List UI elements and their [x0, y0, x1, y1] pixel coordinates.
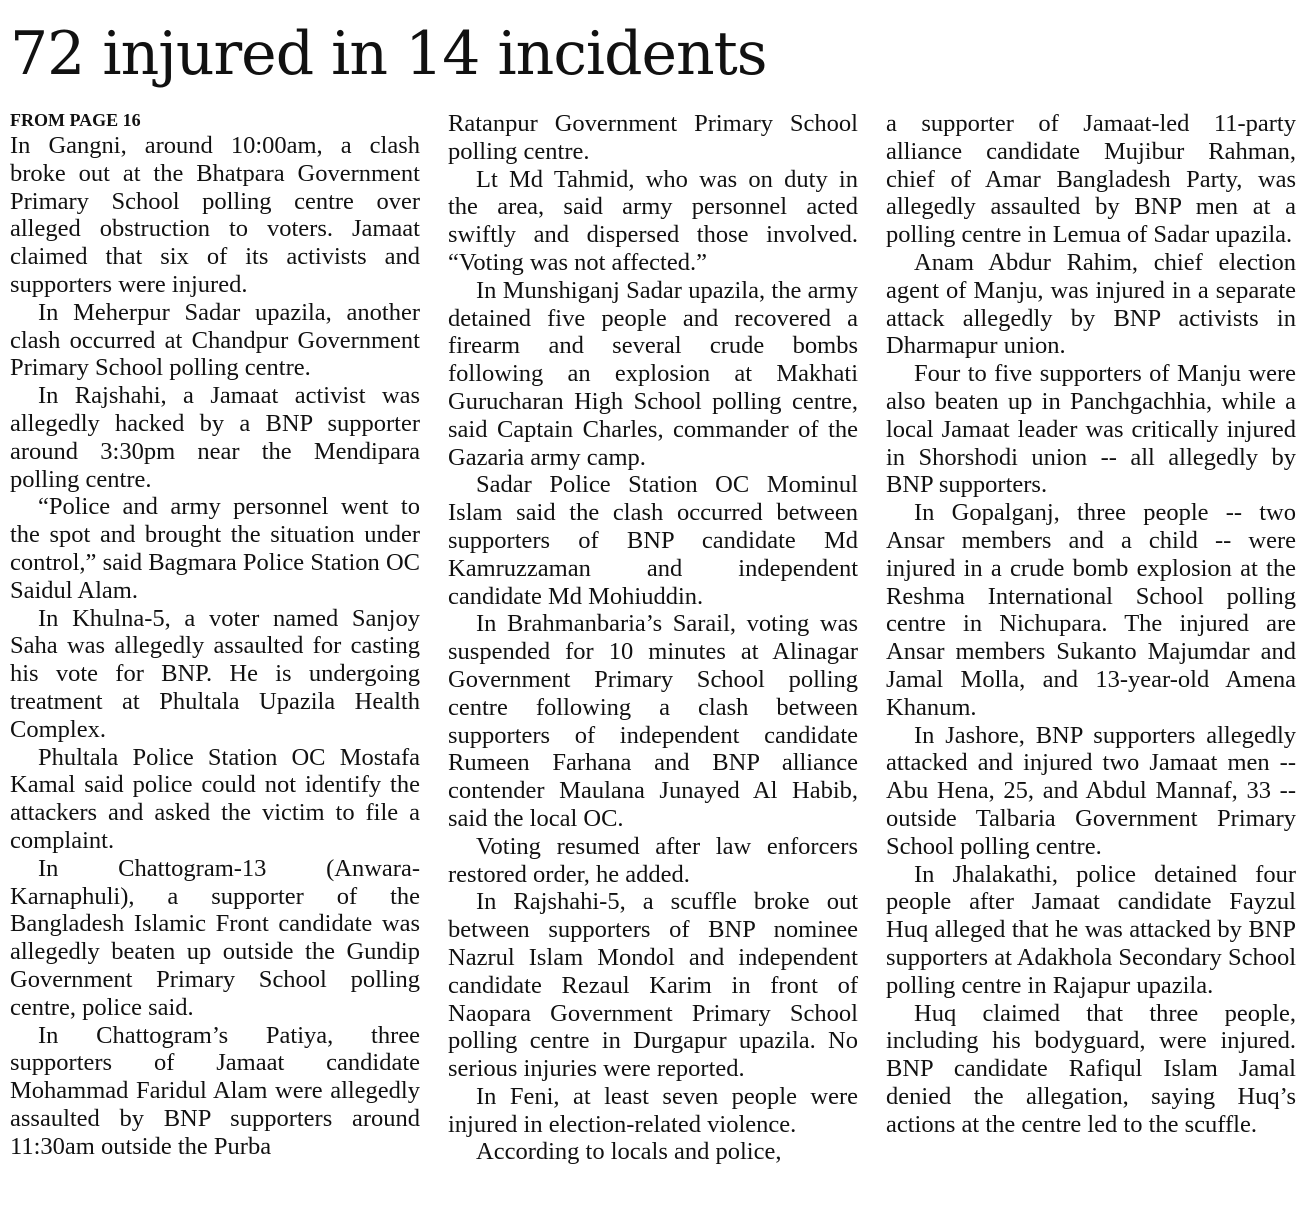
paragraph: Voting resumed after law enforcers restored order, he added. [448, 832, 858, 888]
paragraph: In Gopalganj, three people -- two Ansar members and a child -- were injured in a crude bomb explosion at the Reshma International School polling centre in Nichupara. The injured are Ansar members Sukanto Majumdar and Jamal Molla, and 13-year-old Amena Khanum. [886, 499, 1296, 721]
article-column-1 [10, 110, 420, 1160]
paragraph: Ratanpur Government Primary School polling centre. [448, 110, 858, 165]
paragraph: a supporter of Jamaat-led 11-party alliance candidate Mujibur Rahman, chief of Amar Bangladesh Party, was allegedly assaulted by BNP men at a polling centre in Lemua of Sadar upazila. [886, 110, 1296, 249]
paragraph: In Meherpur Sadar upazila, another clash occurred at Chandpur Government Primary School polling centre. [10, 298, 420, 382]
paragraph: In Munshiganj Sadar upazila, the army detained five people and recovered a firearm and several crude bombs following an explosion at Makhati Gurucharan High School polling centre, said Captain Charles, commander of the Gazaria army camp. [448, 276, 858, 471]
paragraph: In Rajshahi, a Jamaat activist was allegedly hacked by a BNP supporter around 3:30pm near the Mendipara polling centre. [10, 382, 420, 493]
paragraph: Four to five supporters of Manju were also beaten up in Panchgachhia, while a local Jamaat leader was critically injured in Shorshodi union -- all allegedly by BNP supporters. [886, 360, 1296, 499]
paragraph: Sadar Police Station OC Mominul Islam said the clash occurred between supporters of BNP candidate Md Kamruzzaman and independent candidate Md Mohiuddin. [448, 471, 858, 610]
paragraph: In Khulna-5, a voter named Sanjoy Saha was allegedly assaulted for casting his vote for BNP. He is undergoing treatment at Phultala Upazila Health Complex. [10, 604, 420, 743]
article-column-2 [448, 110, 858, 1166]
paragraph: In Jhalakathi, police detained four people after Jamaat candidate Fayzul Huq alleged that he was attacked by BNP supporters at Adakhola Secondary School polling centre in Rajapur upazila. [886, 860, 1296, 999]
paragraph: Anam Abdur Rahim, chief election agent of Manju, was injured in a separate attack allegedly by BNP activists in Dharmapur union. [886, 248, 1296, 360]
paragraph: Phultala Police Station OC Mostafa Kamal said police could not identify the attackers and asked the victim to file a complaint. [10, 743, 420, 854]
kicker-from-page: FROM PAGE 16 [10, 110, 141, 130]
paragraph: In Feni, at least seven people were injured in election-related violence. [448, 1082, 858, 1138]
paragraph: “Police and army personnel went to the spot and brought the situation under control,” said Bagmara Police Station OC Saidul Alam. [10, 493, 420, 604]
article-column-3 [886, 110, 1296, 1138]
paragraph: In Brahmanbaria’s Sarail, voting was suspended for 10 minutes at Alinagar Government Primary School polling centre following a clash between supporters of independent candidate Rumeen Farhana and BNP alliance contender Maulana Junayed Al Habib, said the local OC. [448, 610, 858, 832]
paragraph: In Chattogram-13 (Anwara-Karnaphuli), a supporter of the Bangladesh Islamic Front candidate was allegedly beaten up outside the Gundip Government Primary School polling centre, police said. [10, 854, 420, 1021]
paragraph: According to locals and police, [476, 1138, 782, 1166]
paragraph: Huq claimed that three people, including his bodyguard, were injured. BNP candidate Rafiqul Islam Jamal denied the allegation, saying Huq’s actions at the centre led to the scuffle. [886, 999, 1296, 1138]
paragraph: In Jashore, BNP supporters allegedly attacked and injured two Jamaat men -- Abu Hena, 25, and Abdul Mannaf, 33 -- outside Talbaria Government Primary School polling centre. [886, 721, 1296, 860]
paragraph: In Chattogram’s Patiya, three supporters of Jamaat candidate Mohammad Faridul Alam were allegedly assaulted by BNP supporters around 11:30am outside the Purba [10, 1021, 420, 1160]
paragraph: In Rajshahi-5, a scuffle broke out between supporters of BNP nominee Nazrul Islam Mondol and independent candidate Rezaul Karim in front of Naopara Government Primary School polling centre in Durgapur upazila. No serious injuries were reported. [448, 888, 858, 1083]
paragraph: In Gangni, around 10:00am, a clash broke out at the Bhatpara Government Primary School polling centre over alleged obstruction to voters. Jamaat claimed that six of its activists and supporters were injured. [10, 132, 420, 298]
headline: 72 injured in 14 incidents [10, 19, 767, 89]
paragraph: Lt Md Tahmid, who was on duty in the area, said army personnel acted swiftly and dispersed those involved. “Voting was not affected.” [448, 165, 858, 276]
